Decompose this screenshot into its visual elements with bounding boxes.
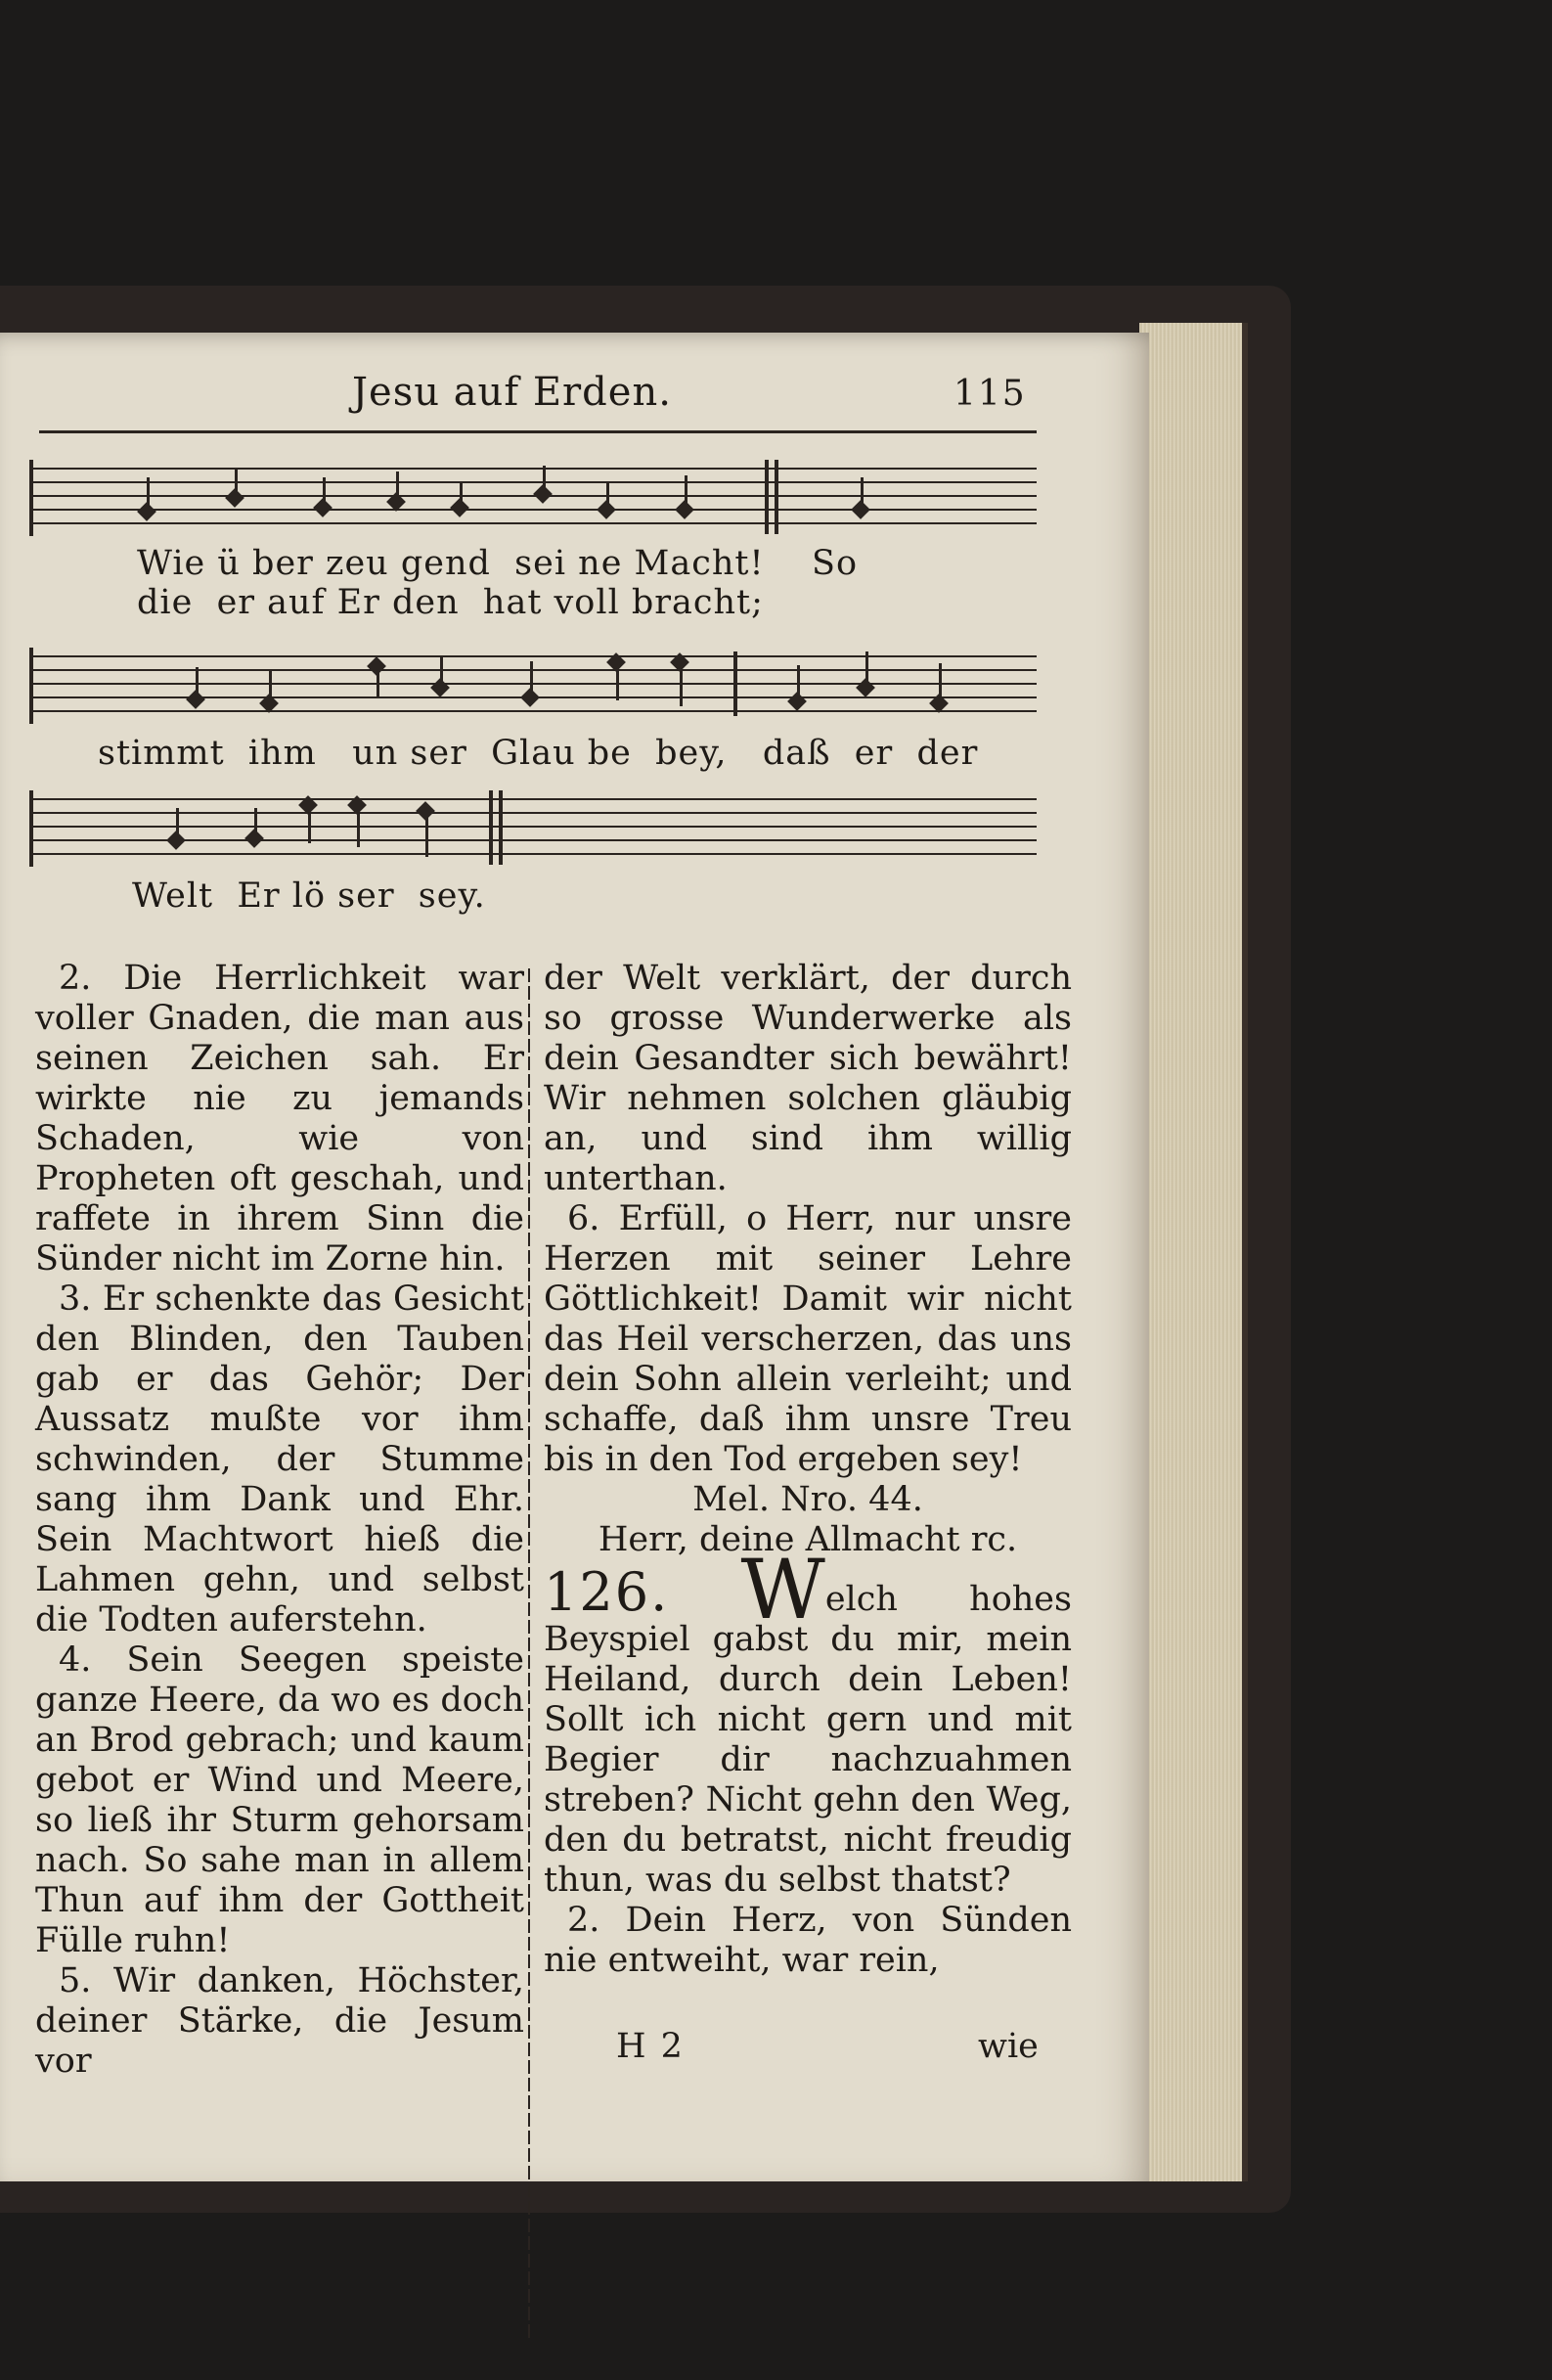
verse-6: 6. Erfüll, o Herr, nur unsre Herzen mit seiner Lehre Göttlichkeit! Damit wir nicht das Heil verscherzen, das uns dein Sohn allein verleiht; und schaffe, daß ihm unsre Treu bis in den Tod ergeben sey! [544, 1199, 1072, 1479]
verse-4: 4. Sein Seegen speiste ganze Heere, da wo es doch an Brod gebrach; und kaum gebot er Wind und Meere, so ließ ihr Sturm gehorsam nach. So sahe man in allem Thun auf ihm der Gottheit Fülle ruhn! [35, 1640, 524, 1960]
barline [775, 460, 778, 534]
music-staff-2 [29, 648, 1037, 726]
running-head: Jesu auf Erden. [352, 370, 672, 415]
column-divider [528, 968, 530, 2338]
note-icon [425, 804, 428, 857]
note-icon [680, 655, 683, 706]
barline [733, 651, 737, 716]
note-icon [440, 655, 443, 695]
verse-3: 3. Er schenkte das Gesicht den Blinden, den Tauben gab er das Gehör; Der Aussatz mußte vor ihm schwinden, der Stumme sang ihm Dank und Ehr. Sein Machtwort hieß die Lahmen gehn, und selbst die Todten auferstehn. [35, 1280, 524, 1639]
clef-icon [29, 790, 61, 867]
lyric-line-4: Welt Er lö ser sey. [132, 876, 486, 916]
verse-2: 2. Die Herrlichkeit war voller Gnaden, die man aus seinen Zeichen sah. Er wirkte nie zu jemands Schaden, wie von Propheten oft geschah, und raffete in ihrem Sinn die Sünder nicht im Zorne hin. [35, 959, 524, 1279]
note-icon [606, 481, 609, 516]
verse-5-continuation: der Welt verklärt, der durch so grosse Wunderwerke als dein Gesandter sich bewährt! Wir nehmen solchen gläubig an, und sind ihm willig unterthan. [544, 959, 1072, 1198]
note-icon [861, 477, 864, 516]
hymn-126-verse-1 [544, 1542, 1072, 1901]
note-icon [323, 477, 326, 515]
note-icon [254, 808, 257, 845]
signature-mark: H 2 [616, 2027, 685, 2066]
catchword: wie [978, 2027, 1039, 2066]
book-page [0, 333, 1149, 2181]
head-rule [39, 430, 1037, 433]
music-staff-1 [29, 460, 1037, 538]
note-icon [377, 659, 379, 696]
lyric-line-3: stimmt ihm un ser Glau be bey, daß er der [98, 734, 979, 773]
note-icon [235, 470, 238, 505]
note-icon [196, 667, 199, 706]
note-icon [176, 808, 179, 847]
note-icon [543, 466, 546, 501]
verse-5: 5. Wir danken, Höchster, deiner Stärke, die Jesum vor [35, 1961, 524, 2081]
note-icon [865, 651, 868, 695]
lyric-line-1: Wie ü ber zeu gend sei ne Macht! So [137, 544, 859, 583]
music-staff-3 [29, 790, 1037, 869]
note-icon [685, 475, 687, 516]
clef-icon [29, 460, 61, 536]
hymn-126-verse-2: 2. Dein Herz, von Sünden nie entweiht, war rein, [544, 1901, 1072, 1980]
note-icon [147, 477, 150, 518]
page-number: 115 [953, 374, 1027, 414]
note-icon [530, 661, 533, 704]
note-icon [797, 665, 800, 708]
note-icon [396, 472, 399, 509]
page-edges [1139, 323, 1248, 2181]
clef-icon [29, 648, 61, 724]
note-icon [308, 798, 311, 843]
lyric-line-2: die er auf Er den hat voll bracht; [137, 583, 764, 622]
right-column [544, 959, 1072, 1981]
melody-title: Herr, deine Allmacht rc. [598, 1520, 1018, 1559]
hymn-text: elch hohes Beyspiel gabst du mir, mein Heiland, durch dein Leben! Sollt ich nicht gern und mit Begier dir nachzuahmen streben? Nicht gehn den Weg, den du betratst, nicht freudig thun, was du selbst thatst? [544, 1580, 1072, 1900]
hymn-number: 126. [544, 1561, 670, 1623]
barline [499, 790, 503, 865]
barline [765, 460, 769, 534]
barline [489, 790, 493, 865]
note-icon [357, 798, 360, 847]
note-icon [616, 655, 619, 700]
note-icon [939, 663, 942, 710]
note-icon [460, 481, 463, 515]
dropcap: W [740, 1542, 825, 1638]
left-column [35, 959, 524, 2082]
melody-reference: Mel. Nro. 44. [692, 1480, 923, 1519]
note-icon [269, 671, 272, 710]
